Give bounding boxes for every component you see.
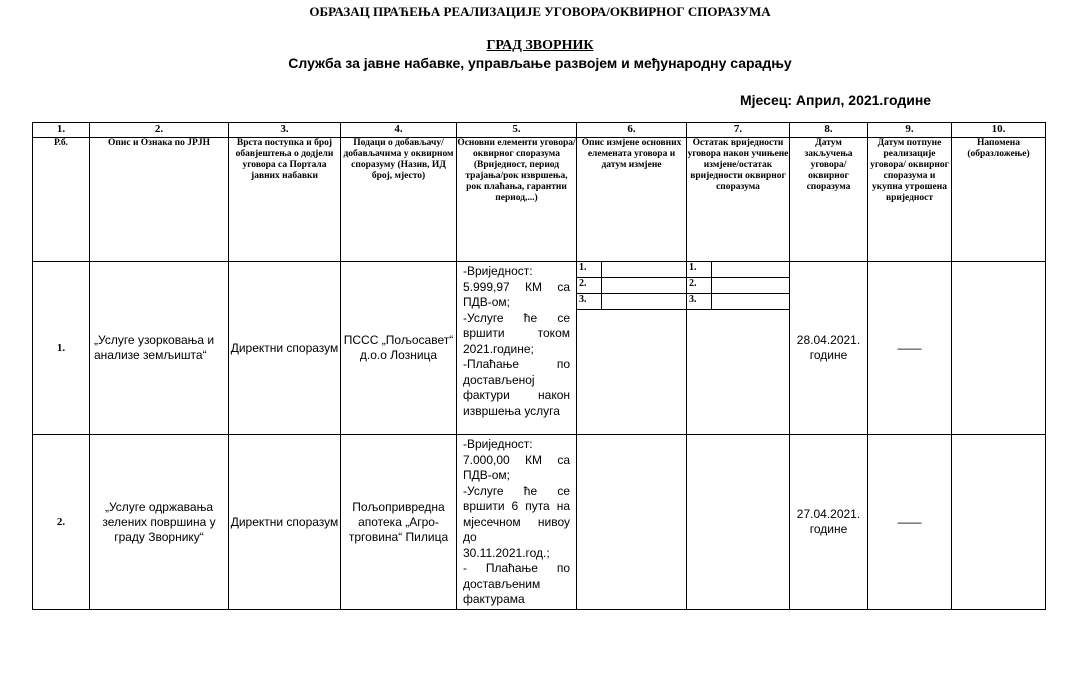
element-line: 2021.године;	[463, 341, 534, 356]
sub-cell	[602, 294, 687, 310]
row-amendment	[577, 262, 687, 435]
element-line: до	[463, 530, 477, 544]
row-amendment	[577, 435, 687, 610]
row-procedure: Директни споразум	[229, 262, 341, 435]
row-description: „Услуге узорковања и анализе земљишта“	[90, 262, 229, 435]
col-header-contract-date: Датум закључења уговора/ оквирног споразума	[790, 138, 868, 262]
element-line: вршити током	[463, 326, 570, 340]
sub-label: 2.	[687, 278, 712, 294]
element-line: - Плаћање по	[463, 561, 570, 575]
col-number: 1.	[33, 123, 90, 138]
sub-cell	[602, 262, 687, 278]
row-contract-date: 28.04.2021. године	[790, 262, 868, 435]
col-header-remaining-value: Остатак вриједности уговора након учињене измјене/остатак вриједности оквирног споразума	[687, 138, 790, 262]
element-line: фактури након	[463, 388, 570, 402]
row-number: 1.	[33, 262, 90, 435]
col-number: 7.	[687, 123, 790, 138]
row-description: „Услуге одржавања зелених површина у граду Зворнику“	[90, 435, 229, 610]
element-line: 7.000,00 КМ са	[463, 452, 570, 467]
col-header-rb: Р.б.	[33, 138, 90, 262]
col-number: 6.	[577, 123, 687, 138]
row-elements	[457, 262, 577, 435]
row-remaining-value	[687, 435, 790, 610]
col-header-note: Напомена (образложење)	[952, 138, 1046, 262]
department-name: Служба за јавне набавке, управљање развојем и међународну сарадњу	[288, 55, 792, 71]
col-number: 3.	[229, 123, 341, 138]
sub-cell	[712, 278, 790, 294]
element-line: 5.999,97 КМ са	[463, 279, 570, 294]
column-header-row	[33, 138, 1046, 262]
col-number: 9.	[868, 123, 952, 138]
col-header-procedure: Врста поступка и број обавјештења о додјели уговора са Портала јавних набавки	[229, 138, 341, 262]
sub-label: 1.	[577, 262, 602, 278]
col-number: 2.	[90, 123, 229, 138]
row-supplier: ПССС „Пољосавет“ д.о.о Лозница	[341, 262, 457, 435]
element-line: извршења услуга	[463, 403, 560, 418]
sub-label: 2.	[577, 278, 602, 294]
report-month: Мјесец: Април, 2021.године	[740, 92, 932, 108]
col-number: 8.	[790, 123, 868, 138]
element-line: -Вриједност:	[463, 264, 533, 278]
col-header-elements: Основни елементи уговора/оквирног споразума (Вриједност, период трајања/рок извршења, рок плаћања, гарантни период,...)	[457, 138, 577, 262]
column-number-row	[33, 123, 1046, 138]
row-number: 2.	[33, 435, 90, 610]
element-line: фактурама	[463, 592, 525, 606]
col-number: 5.	[457, 123, 577, 138]
sub-label: 1.	[687, 262, 712, 278]
contract-table	[32, 122, 1046, 610]
row-note	[952, 435, 1046, 610]
col-header-amendment: Опис измјене основних елемената уговора и датум измјене	[577, 138, 687, 262]
sub-cell	[712, 262, 790, 278]
element-line: мјесечном нивоу	[463, 514, 570, 529]
element-line: ПДВ-ом;	[463, 295, 511, 309]
element-line: -Услуге ће се	[463, 483, 570, 498]
element-line: -Услуге ће се	[463, 310, 570, 325]
table-row	[33, 262, 1046, 435]
sub-cell	[712, 294, 790, 310]
remaining-subtable	[687, 262, 789, 310]
element-line: 30.11.2021.год.;	[463, 545, 550, 560]
col-header-supplier: Подаци о добављачу/ добављачима у оквирном споразуму (Назив, ИД број, мјесто)	[341, 138, 457, 262]
table-row	[33, 435, 1046, 610]
col-header-realization: Датум потпуне реализације уговора/ оквирног споразума и укупна утрошена вриједност	[868, 138, 952, 262]
row-supplier: Пољопривредна апотека „Агро-трговина“ Пилица	[341, 435, 457, 610]
row-note	[952, 262, 1046, 435]
row-realization: ——	[868, 435, 952, 610]
element-line: достављеној	[463, 372, 535, 387]
row-elements	[457, 435, 577, 610]
form-title: ОБРАЗАЦ ПРАЋЕЊА РЕАЛИЗАЦИЈЕ УГОВОРА/ОКВИРНОГ СПОРАЗУМА	[309, 4, 771, 19]
col-number: 10.	[952, 123, 1046, 138]
col-header-description: Опис и Ознака по ЈРЈН	[90, 138, 229, 262]
element-line: ПДВ-ом;	[463, 468, 511, 482]
element-line: достављеним	[463, 576, 541, 591]
amendment-subtable	[577, 262, 686, 310]
sub-label: 3.	[577, 294, 602, 310]
sub-label: 3.	[687, 294, 712, 310]
row-remaining-value	[687, 262, 790, 435]
row-realization: ——	[868, 262, 952, 435]
element-line: -Вриједност:	[463, 437, 533, 451]
sub-cell	[602, 278, 687, 294]
row-procedure: Директни споразум	[229, 435, 341, 610]
row-contract-date: 27.04.2021. године	[790, 435, 868, 610]
element-line: -Плаћање по	[463, 357, 570, 371]
col-number: 4.	[341, 123, 457, 138]
element-line: вршити 6 пута на	[463, 499, 570, 513]
city-name: ГРАД ЗВОРНИК	[486, 38, 594, 53]
